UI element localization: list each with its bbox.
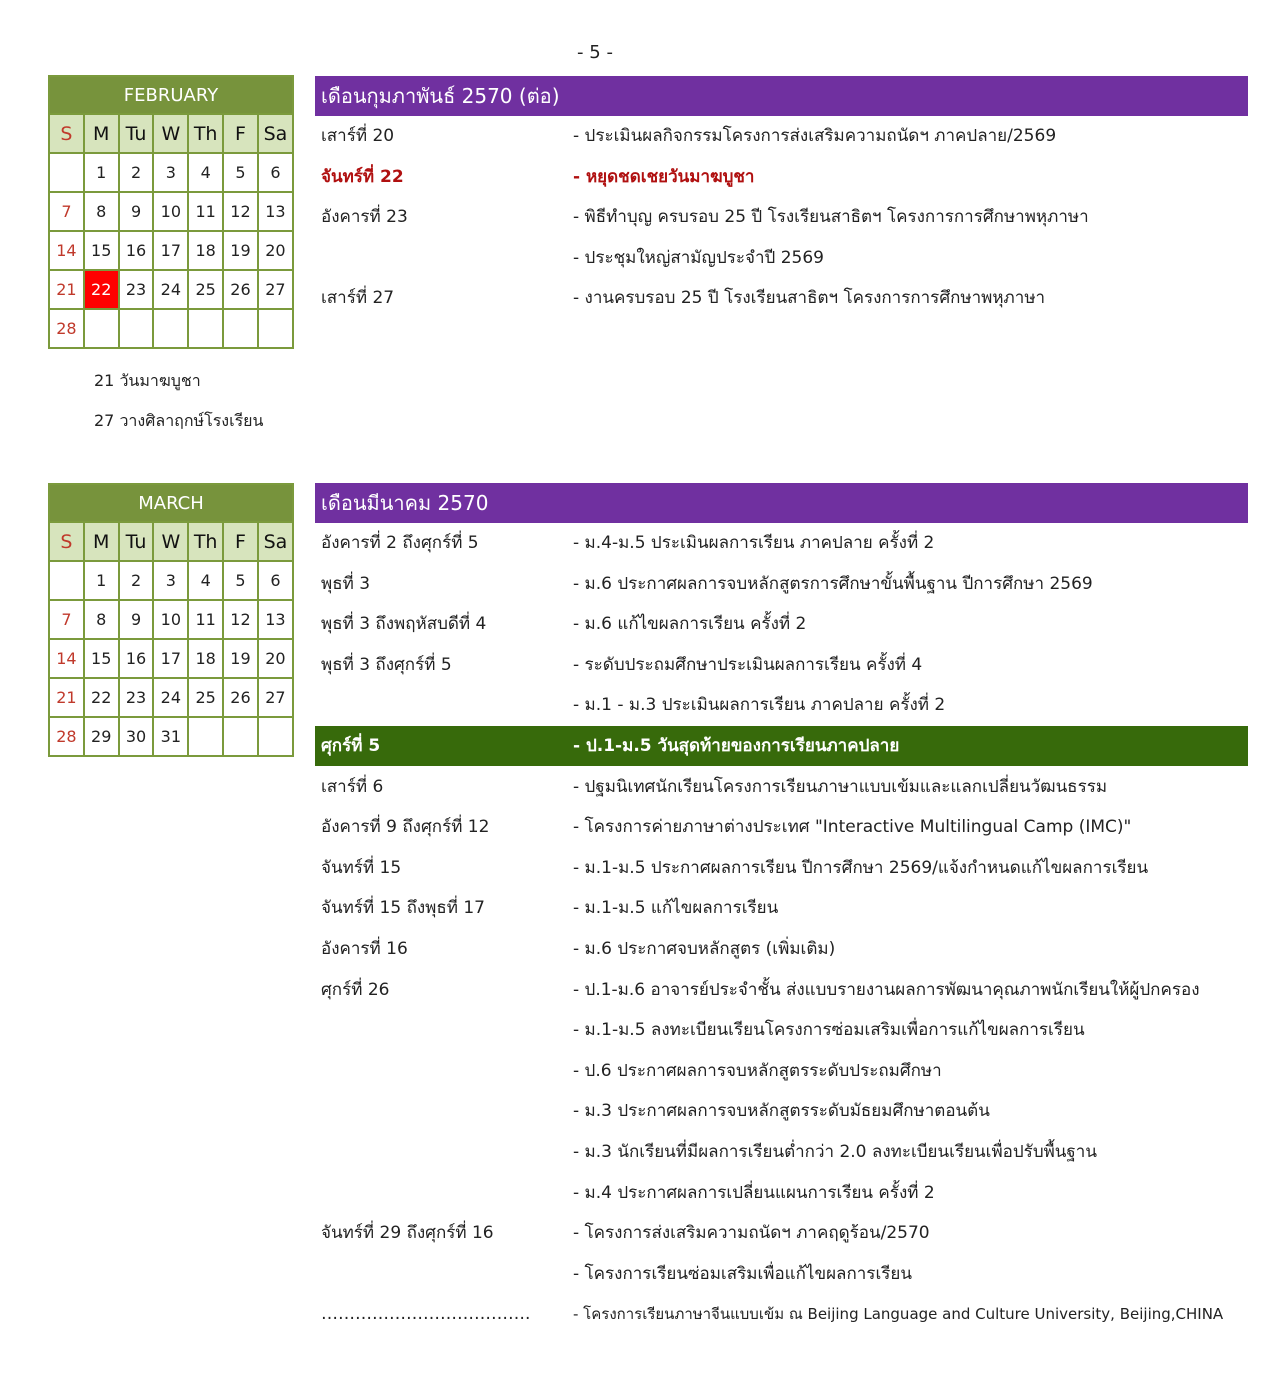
event-row <box>315 1051 1248 1091</box>
event-text: - ประชุมใหญ่สามัญประจำปี 2569 <box>573 248 824 268</box>
page-number: - 5 - <box>577 42 613 63</box>
calendar-empty-cell <box>84 309 119 348</box>
calendar-day: 22 <box>84 270 119 309</box>
event-row <box>315 645 1248 685</box>
calendar-note: 21 วันมาฆบูชา <box>94 371 201 390</box>
calendar-day: 28 <box>49 717 84 756</box>
event-text: - โครงการเรียนภาษาจีนแบบเข้ม ณ Beijing Language and Culture University, Beijing,CHINA <box>573 1305 1224 1323</box>
weekday-header: S <box>49 114 84 153</box>
event-text: - โครงการค่ายภาษาต่างประเทศ "Interactive Multilingual Camp (IMC)" <box>573 817 1132 837</box>
calendar-day: 6 <box>258 561 293 600</box>
event-date: จันทร์ที่ 29 ถึงศุกร์ที่ 16 <box>321 1223 494 1243</box>
calendar-day: 8 <box>84 192 119 231</box>
calendar-day: 8 <box>84 600 119 639</box>
calendar-day: 18 <box>188 231 223 270</box>
event-text: - ม.4-ม.5 ประเมินผลการเรียน ภาคปลาย ครั้งที่ 2 <box>573 533 935 553</box>
calendar-day: 5 <box>223 153 258 192</box>
calendar-day: 9 <box>119 600 154 639</box>
calendar-day: 11 <box>188 600 223 639</box>
event-row <box>315 278 1248 318</box>
event-row <box>315 116 1248 156</box>
event-text: - โครงการส่งเสริมความถนัดฯ ภาคฤดูร้อน/2570 <box>573 1223 930 1243</box>
event-text: - ม.4 ประกาศผลการเปลี่ยนแผนการเรียน ครั้งที่ 2 <box>573 1183 935 1203</box>
calendar-day: 15 <box>84 231 119 270</box>
event-row <box>315 1254 1248 1294</box>
calendar-week <box>49 561 293 600</box>
calendar-week <box>49 600 293 639</box>
calendar-empty-cell <box>223 309 258 348</box>
event-row <box>315 1294 1248 1334</box>
calendar-empty-cell <box>49 561 84 600</box>
event-text: - ม.1-ม.5 แก้ไขผลการเรียน <box>573 898 779 918</box>
weekday-header: W <box>153 522 188 561</box>
calendar-week <box>49 717 293 756</box>
event-date: อังคารที่ 23 <box>321 207 408 227</box>
event-text: - พิธีทำบุญ ครบรอบ 25 ปี โรงเรียนสาธิตฯ โครงการการศึกษาพหุภาษา <box>573 207 1089 227</box>
calendar-empty-cell <box>188 717 223 756</box>
calendar-day: 13 <box>258 600 293 639</box>
calendar-day: 3 <box>153 561 188 600</box>
calendar-day: 2 <box>119 153 154 192</box>
event-date: เสาร์ที่ 6 <box>321 777 384 797</box>
event-date: พุธที่ 3 ถึงศุกร์ที่ 5 <box>321 655 452 675</box>
event-text: - ม.1-ม.5 ประกาศผลการเรียน ปีการศึกษา 2569/แจ้งกำหนดแก้ไขผลการเรียน <box>573 858 1149 878</box>
calendar-day: 3 <box>153 153 188 192</box>
event-text: - ป.6 ประกาศผลการจบหลักสูตรระดับประถมศึกษา <box>573 1061 942 1081</box>
event-text: - ม.6 ประกาศจบหลักสูตร (เพิ่มเติม) <box>573 939 836 959</box>
calendar-day: 21 <box>49 270 84 309</box>
calendar-day: 10 <box>153 192 188 231</box>
event-date: อังคารที่ 16 <box>321 939 408 959</box>
calendar-day: 1 <box>84 561 119 600</box>
calendar-empty-cell <box>223 717 258 756</box>
weekday-header: F <box>223 522 258 561</box>
calendar-week <box>49 153 293 192</box>
calendar-empty-cell <box>258 309 293 348</box>
event-text: - โครงการเรียนซ่อมเสริมเพื่อแก้ไขผลการเรียน <box>573 1264 912 1284</box>
weekday-header: Th <box>188 114 223 153</box>
weekday-header: M <box>84 522 119 561</box>
event-date: จันทร์ที่ 22 <box>321 167 404 187</box>
weekday-header: Sa <box>258 522 293 561</box>
calendar-month-title: MARCH <box>49 484 293 522</box>
weekday-header: S <box>49 522 84 561</box>
calendar-day: 6 <box>258 153 293 192</box>
calendar-day: 21 <box>49 678 84 717</box>
calendar-week <box>49 270 293 309</box>
calendar-day: 7 <box>49 600 84 639</box>
calendar-day: 25 <box>188 270 223 309</box>
event-date: จันทร์ที่ 15 ถึงพุธที่ 17 <box>321 898 485 918</box>
calendar-week <box>49 309 293 348</box>
event-text: - ม.1 - ม.3 ประเมินผลการเรียน ภาคปลาย ครั้งที่ 2 <box>573 695 946 715</box>
calendar-day: 23 <box>119 678 154 717</box>
event-date: จันทร์ที่ 15 <box>321 858 402 878</box>
event-date: เสาร์ที่ 20 <box>321 126 395 146</box>
event-row <box>315 929 1248 969</box>
calendar-empty-cell <box>153 309 188 348</box>
calendar-month-title: FEBRUARY <box>49 76 293 114</box>
calendar-day: 4 <box>188 561 223 600</box>
calendar-day: 14 <box>49 639 84 678</box>
event-text: - ป.1-ม.6 อาจารย์ประจำชั้น ส่งแบบรายงานผลการพัฒนาคุณภาพนักเรียนให้ผู้ปกครอง <box>573 980 1200 1000</box>
calendar-day: 26 <box>223 678 258 717</box>
calendar-week <box>49 678 293 717</box>
calendar-day: 1 <box>84 153 119 192</box>
weekday-header: Tu <box>119 522 154 561</box>
calendar-day: 31 <box>153 717 188 756</box>
calendar-day: 10 <box>153 600 188 639</box>
event-date: ศุกร์ที่ 5 <box>321 736 381 756</box>
calendar-day: 30 <box>119 717 154 756</box>
event-row <box>315 564 1248 604</box>
calendar-day: 14 <box>49 231 84 270</box>
event-row <box>315 523 1248 563</box>
event-text: - ประเมินผลกิจกรรมโครงการส่งเสริมความถนัดฯ ภาคปลาย/2569 <box>573 126 1057 146</box>
calendar-day: 7 <box>49 192 84 231</box>
calendar-day: 20 <box>258 639 293 678</box>
calendar-day: 11 <box>188 192 223 231</box>
calendar-day: 15 <box>84 639 119 678</box>
month-heading: เดือนกุมภาพันธ์ 2570 (ต่อ) <box>315 76 1248 116</box>
calendar-day: 13 <box>258 192 293 231</box>
event-row <box>315 1010 1248 1050</box>
event-text: - ม.3 ประกาศผลการจบหลักสูตรระดับมัธยมศึกษาตอนต้น <box>573 1101 990 1121</box>
calendar-day: 20 <box>258 231 293 270</box>
event-row <box>315 197 1248 237</box>
event-date: เสาร์ที่ 27 <box>321 288 395 308</box>
event-text: - หยุดชดเชยวันมาฆบูชา <box>573 167 755 187</box>
event-row <box>315 1091 1248 1131</box>
weekday-header: F <box>223 114 258 153</box>
calendar-day: 16 <box>119 639 154 678</box>
calendar-day: 19 <box>223 639 258 678</box>
event-text: - งานครบรอบ 25 ปี โรงเรียนสาธิตฯ โครงการการศึกษาพหุภาษา <box>573 288 1046 308</box>
calendar-day: 12 <box>223 192 258 231</box>
calendar-day: 23 <box>119 270 154 309</box>
event-row <box>315 848 1248 888</box>
event-row <box>315 157 1248 197</box>
calendar-day: 16 <box>119 231 154 270</box>
weekday-header: M <box>84 114 119 153</box>
calendar-day: 27 <box>258 270 293 309</box>
calendar-note: 27 วางศิลาฤกษ์โรงเรียน <box>94 411 264 430</box>
calendar-day: 17 <box>153 231 188 270</box>
event-text: - ม.6 แก้ไขผลการเรียน ครั้งที่ 2 <box>573 614 807 634</box>
event-row <box>315 604 1248 644</box>
event-text: - ปฐมนิเทศนักเรียนโครงการเรียนภาษาแบบเข้มและแลกเปลี่ยนวัฒนธรรม <box>573 777 1108 797</box>
event-date: ………………………………. <box>321 1304 531 1324</box>
calendar-february <box>48 75 294 349</box>
event-row <box>315 1173 1248 1213</box>
calendar-week <box>49 231 293 270</box>
event-row <box>315 685 1248 725</box>
calendar-march <box>48 483 294 757</box>
weekday-header: Sa <box>258 114 293 153</box>
calendar-day: 25 <box>188 678 223 717</box>
calendar-day: 24 <box>153 678 188 717</box>
weekday-header: W <box>153 114 188 153</box>
calendar-day: 18 <box>188 639 223 678</box>
month-heading: เดือนมีนาคม 2570 <box>315 483 1248 523</box>
calendar-day: 22 <box>84 678 119 717</box>
calendar-day: 28 <box>49 309 84 348</box>
event-row <box>315 970 1248 1010</box>
event-date: พุธที่ 3 <box>321 574 371 594</box>
event-date: พุธที่ 3 ถึงพฤหัสบดีที่ 4 <box>321 614 487 634</box>
calendar-day: 29 <box>84 717 119 756</box>
event-row <box>315 238 1248 278</box>
event-text: - ม.6 ประกาศผลการจบหลักสูตรการศึกษาขั้นพื้นฐาน ปีการศึกษา 2569 <box>573 574 1093 594</box>
calendar-day: 5 <box>223 561 258 600</box>
event-text: - ม.3 นักเรียนที่มีผลการเรียนต่ำกว่า 2.0 ลงทะเบียนเรียนเพื่อปรับพื้นฐาน <box>573 1142 1097 1162</box>
calendar-empty-cell <box>119 309 154 348</box>
event-row <box>315 807 1248 847</box>
calendar-day: 4 <box>188 153 223 192</box>
event-row <box>315 1132 1248 1172</box>
event-text: - ป.1-ม.5 วันสุดท้ายของการเรียนภาคปลาย <box>573 736 900 756</box>
event-row <box>315 726 1248 766</box>
calendar-day: 27 <box>258 678 293 717</box>
calendar-day: 2 <box>119 561 154 600</box>
calendar-day: 26 <box>223 270 258 309</box>
weekday-header: Tu <box>119 114 154 153</box>
event-text: - ระดับประถมศึกษาประเมินผลการเรียน ครั้งที่ 4 <box>573 655 923 675</box>
calendar-empty-cell <box>49 153 84 192</box>
event-row <box>315 1213 1248 1253</box>
event-date: ศุกร์ที่ 26 <box>321 980 390 1000</box>
calendar-day: 24 <box>153 270 188 309</box>
calendar-week <box>49 192 293 231</box>
event-date: อังคารที่ 2 ถึงศุกร์ที่ 5 <box>321 533 479 553</box>
calendar-empty-cell <box>188 309 223 348</box>
calendar-day: 19 <box>223 231 258 270</box>
event-text: - ม.1-ม.5 ลงทะเบียนเรียนโครงการซ่อมเสริมเพื่อการแก้ไขผลการเรียน <box>573 1020 1085 1040</box>
calendar-day: 17 <box>153 639 188 678</box>
calendar-day: 12 <box>223 600 258 639</box>
weekday-header: Th <box>188 522 223 561</box>
calendar-empty-cell <box>258 717 293 756</box>
calendar-day: 9 <box>119 192 154 231</box>
calendar-week <box>49 639 293 678</box>
event-row <box>315 888 1248 928</box>
event-date: อังคารที่ 9 ถึงศุกร์ที่ 12 <box>321 817 490 837</box>
event-row <box>315 767 1248 807</box>
